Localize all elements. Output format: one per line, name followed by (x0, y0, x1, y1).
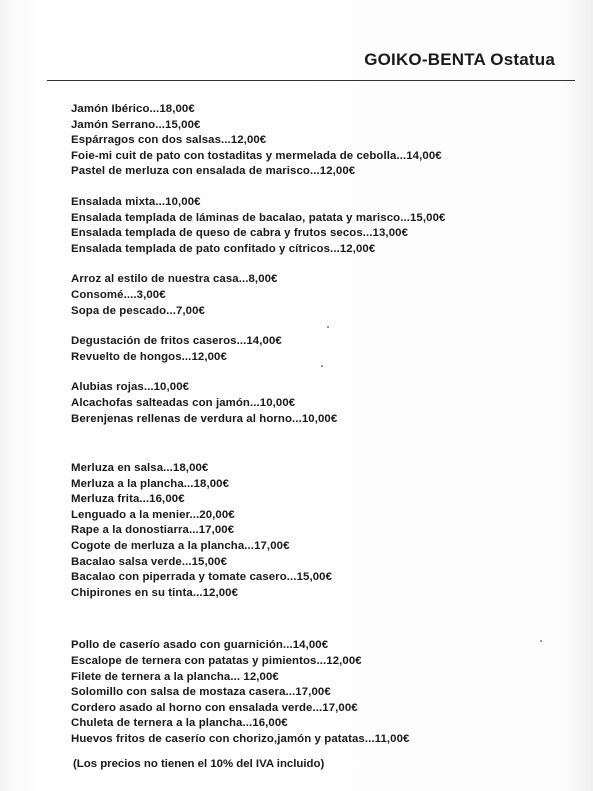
paper-speck (540, 640, 542, 642)
menu-list (71, 102, 571, 772)
menu-item: Ensalada mixta...10,00€ (71, 195, 201, 208)
menu-item: Cogote de merluza a la plancha...17,00€ (71, 540, 290, 553)
menu-item: Berenjenas rellenas de verdura al horno...10,00€ (71, 412, 338, 425)
menu-item: Jamón Serrano...15,00€ (71, 118, 201, 131)
section-meat (71, 638, 571, 747)
section-fish (71, 461, 571, 601)
section-gap (71, 427, 571, 461)
menu-item: Arroz al estilo de nuestra casa...8,00€ (71, 273, 278, 286)
menu-item: Pastel de merluza con ensalada de marisco...12,00€ (71, 165, 356, 178)
section-gap (71, 180, 571, 195)
menu-item: Alcachofas salteadas con jamón...10,00€ (71, 396, 296, 409)
section-fried (71, 334, 571, 365)
menu-item: Ensalada templada de láminas de bacalao, patata y marisco...15,00€ (71, 211, 446, 224)
menu-item: Espárragos con dos salsas...12,00€ (71, 134, 267, 147)
paper-speck (327, 326, 329, 328)
menu-item: Huevos fritos de caserío con chorizo,jamón y patatas...11,00€ (71, 733, 410, 745)
menu-item: Foie-mi cuit de pato con tostaditas y mermelada de cebolla...14,00€ (71, 149, 442, 162)
menu-item: Revuelto de hongos...12,00€ (71, 350, 227, 363)
menu-item: Cordero asado al horno con ensalada verde...17,00€ (71, 701, 358, 714)
menu-item: Sopa de pescado...7,00€ (71, 304, 205, 317)
menu-item: Ensalada templada de queso de cabra y frutos secos...13,00€ (71, 227, 409, 240)
menu-item: Solomillo con salsa de mostaza casera...17,00€ (71, 686, 331, 699)
menu-item: Filete de ternera a la plancha... 12,00€ (71, 670, 279, 683)
menu-item: Pollo de caserío asado con guarnición...14,00€ (71, 639, 329, 652)
menu-item: Merluza frita...16,00€ (71, 493, 185, 506)
section-gap (71, 365, 571, 380)
section-gap (71, 319, 571, 334)
menu-item: Bacalao salsa verde...15,00€ (71, 555, 228, 568)
menu-item: Rape a la donostiarra...17,00€ (71, 524, 235, 537)
menu-item: Consomé....3,00€ (71, 288, 166, 301)
menu-item: Merluza en salsa...18,00€ (71, 462, 209, 475)
menu-item: Bacalao con piperrada y tomate casero...15,00€ (71, 571, 333, 584)
section-vegetables (71, 380, 571, 427)
header-divider (47, 80, 575, 81)
menu-item: Ensalada templada de pato confitado y cítricos...12,00€ (71, 242, 376, 255)
section-gap (71, 601, 571, 638)
menu-item: Jamón Ibérico...18,00€ (71, 103, 195, 115)
menu-item: Merluza a la plancha...18,00€ (71, 477, 230, 490)
section-salads (71, 195, 571, 257)
section-starters (71, 102, 571, 180)
section-rice-soups (71, 272, 571, 319)
menu-item: Lenguado a la menier...20,00€ (71, 508, 235, 521)
menu-item: Chipirones en su tinta...12,00€ (71, 586, 239, 599)
menu-item: Alubias rojas...10,00€ (71, 381, 190, 394)
restaurant-title: GOIKO-BENTA Ostatua (364, 50, 555, 69)
vat-note: (Los precios no tienen el 10% del IVA incluido) (73, 757, 325, 770)
section-gap (71, 257, 571, 272)
menu-item: Degustación de fritos caseros...14,00€ (71, 335, 282, 348)
menu-item: Chuleta de ternera a la plancha...16,00€ (71, 717, 288, 730)
menu-item: Escalope de ternera con patatas y pimientos...12,00€ (71, 655, 362, 668)
paper-speck (321, 365, 323, 367)
